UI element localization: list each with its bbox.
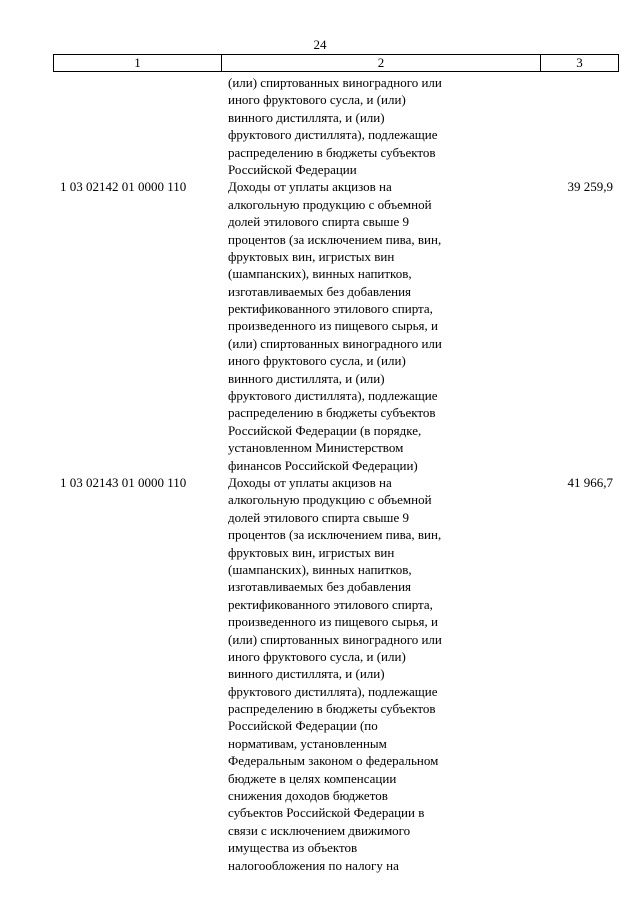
text-line bbox=[0, 787, 640, 804]
text-line bbox=[0, 144, 640, 161]
description-line: фруктового дистиллята), подлежащие bbox=[228, 683, 438, 699]
description-line: распределению в бюджеты субъектов bbox=[228, 144, 436, 160]
table-body bbox=[0, 74, 640, 874]
description-line: налогообложения по налогу на bbox=[228, 857, 399, 873]
description-line: Федеральным законом о федеральном bbox=[228, 753, 439, 769]
text-line bbox=[0, 717, 640, 734]
budget-code: 1 03 02142 01 0000 110 bbox=[60, 179, 187, 195]
description-line: (шампанских), винных напитков, bbox=[228, 561, 412, 577]
text-line bbox=[0, 335, 640, 352]
description-line: субъектов Российской Федерации в bbox=[228, 805, 425, 821]
text-line bbox=[0, 126, 640, 143]
text-line bbox=[0, 665, 640, 682]
description-line: изготавливаемых без добавления bbox=[228, 579, 412, 595]
text-line bbox=[0, 683, 640, 700]
text-line bbox=[0, 352, 640, 369]
description-line: (или) спиртованных виноградного или bbox=[228, 75, 442, 90]
text-line bbox=[0, 857, 640, 874]
description-line: фруктовых вин, игристых вин bbox=[228, 544, 395, 560]
text-line bbox=[0, 404, 640, 421]
text-line bbox=[0, 752, 640, 769]
description-line: алкогольную продукцию с объемной bbox=[228, 196, 432, 212]
description-line: произведенного из пищевого сырья, и bbox=[228, 318, 438, 334]
description-line: Доходы от уплаты акцизов на bbox=[228, 179, 392, 195]
text-line bbox=[0, 317, 640, 334]
description-line: процентов (за исключением пива, вин, bbox=[228, 231, 442, 247]
description-line: связи с исключением движимого bbox=[228, 822, 411, 838]
description-line: винного дистиллята, и (или) bbox=[228, 666, 385, 682]
text-line bbox=[0, 265, 640, 282]
description-line: ректификованного этилового спирта, bbox=[228, 301, 433, 317]
description-line: иного фруктового сусла, и (или) bbox=[228, 648, 406, 664]
text-line bbox=[0, 387, 640, 404]
text-line bbox=[0, 596, 640, 613]
text-line bbox=[0, 457, 640, 474]
text-line bbox=[0, 700, 640, 717]
description-line: фруктовых вин, игристых вин bbox=[228, 248, 395, 264]
description-line: произведенного из пищевого сырья, и bbox=[228, 614, 438, 630]
description-line: изготавливаемых без добавления bbox=[228, 283, 412, 299]
description-line: ректификованного этилового спирта, bbox=[228, 596, 433, 612]
text-line bbox=[0, 561, 640, 578]
description-line: (или) спиртованных виноградного или bbox=[228, 631, 442, 647]
text-line bbox=[0, 213, 640, 230]
text-line bbox=[0, 804, 640, 821]
table-row bbox=[0, 474, 640, 491]
text-line bbox=[0, 370, 640, 387]
text-line bbox=[0, 109, 640, 126]
text-line bbox=[0, 248, 640, 265]
description-line: долей этилового спирта свыше 9 bbox=[228, 509, 409, 525]
text-line bbox=[0, 300, 640, 317]
text-line bbox=[0, 231, 640, 248]
page-number: 24 bbox=[313, 37, 327, 52]
text-line bbox=[0, 839, 640, 856]
text-line bbox=[0, 283, 640, 300]
text-line bbox=[0, 648, 640, 665]
table-row bbox=[0, 178, 640, 195]
text-line bbox=[0, 509, 640, 526]
text-line bbox=[0, 526, 640, 543]
text-line bbox=[0, 631, 640, 648]
amount-value: 39 259,9 bbox=[567, 179, 613, 195]
description-line: Российской Федерации bbox=[228, 161, 357, 177]
text-line bbox=[0, 735, 640, 752]
description-line: Доходы от уплаты акцизов на bbox=[228, 474, 392, 490]
description-line: установленном Министерством bbox=[228, 440, 404, 456]
description-line: (шампанских), винных напитков, bbox=[228, 266, 412, 282]
text-line bbox=[0, 491, 640, 508]
description-line: винного дистиллята, и (или) bbox=[228, 109, 385, 125]
text-line bbox=[0, 578, 640, 595]
description-line: (или) спиртованных виноградного или bbox=[228, 335, 442, 351]
description-line: бюджете в целях компенсации bbox=[228, 770, 397, 786]
description-line: снижения доходов бюджетов bbox=[228, 788, 388, 804]
column-header-1: 1 bbox=[54, 55, 222, 71]
description-line: Российской Федерации (по bbox=[228, 718, 378, 734]
text-line bbox=[0, 770, 640, 787]
amount-value: 41 966,7 bbox=[567, 474, 613, 490]
description-line: финансов Российской Федерации) bbox=[228, 457, 418, 473]
text-line bbox=[0, 91, 640, 108]
text-line bbox=[0, 422, 640, 439]
description-line: распределению в бюджеты субъектов bbox=[228, 405, 436, 421]
column-header-3: 3 bbox=[576, 55, 583, 70]
text-line bbox=[0, 74, 640, 91]
description-line: нормативам, установленным bbox=[228, 735, 387, 751]
description-line: алкогольную продукцию с объемной bbox=[228, 492, 432, 508]
description-line: распределению в бюджеты субъектов bbox=[228, 701, 436, 717]
description-line: Российской Федерации (в порядке, bbox=[228, 422, 422, 438]
table-header bbox=[53, 54, 619, 72]
description-line: иного фруктового сусла, и (или) bbox=[228, 92, 406, 108]
text-line bbox=[0, 196, 640, 213]
description-line: долей этилового спирта свыше 9 bbox=[228, 214, 409, 230]
text-line bbox=[0, 613, 640, 630]
text-line bbox=[0, 439, 640, 456]
text-line bbox=[0, 822, 640, 839]
budget-code: 1 03 02143 01 0000 110 bbox=[60, 474, 187, 490]
description-line: фруктового дистиллята), подлежащие bbox=[228, 127, 438, 143]
description-line: фруктового дистиллята), подлежащие bbox=[228, 388, 438, 404]
description-line: имущества из объектов bbox=[228, 840, 358, 856]
column-header-2: 2 bbox=[222, 55, 541, 71]
description-line: иного фруктового сусла, и (или) bbox=[228, 353, 406, 369]
description-line: винного дистиллята, и (или) bbox=[228, 370, 385, 386]
description-line: процентов (за исключением пива, вин, bbox=[228, 527, 442, 543]
text-line bbox=[0, 161, 640, 178]
text-line bbox=[0, 544, 640, 561]
